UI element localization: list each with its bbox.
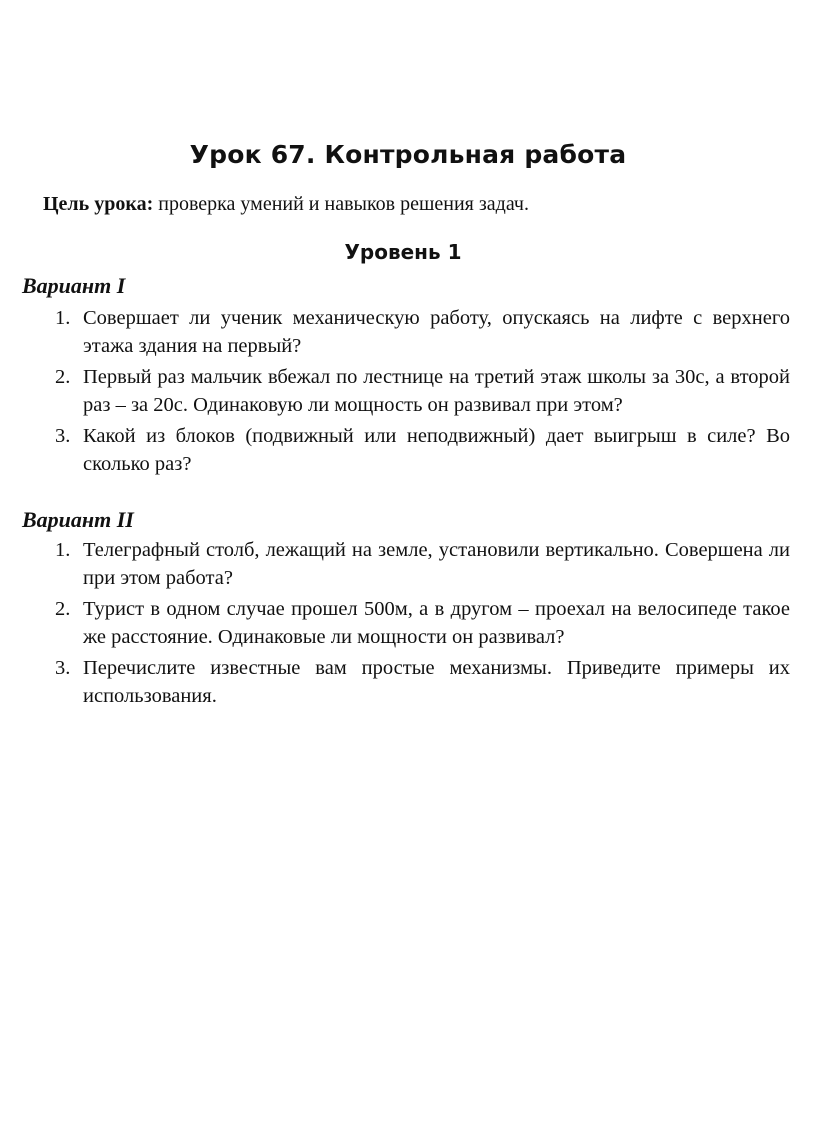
question-text: Какой из блоков (подвижный или неподвижный) дает выигрыш в силе? Во сколько раз? <box>83 425 790 475</box>
question-text: Первый раз мальчик вбежал по лестнице на третий этаж школы за 30с, а второй раз – за 20с. Одинаковую ли мощность он развивал при этом? <box>83 366 790 416</box>
lesson-goal <box>43 193 529 216</box>
question-number: 3. <box>55 425 71 447</box>
question-item <box>55 364 790 419</box>
question-text: Турист в одном случае прошел 500м, а в другом – проехал на велосипеде такое же расстояние. Одинаковые ли мощности он развивал? <box>83 598 790 648</box>
question-text: Телеграфный столб, лежащий на земле, установили вертикально. Совершена ли при этом работа? <box>83 539 790 589</box>
variant-1-questions <box>55 305 790 482</box>
variant-2-heading: Вариант II <box>22 507 134 532</box>
question-item <box>55 596 790 651</box>
lesson-title: Урок 67. Контрольная работа <box>189 140 627 169</box>
level-heading: Уровень 1 <box>344 240 462 264</box>
question-item <box>55 423 790 478</box>
question-number: 2. <box>55 366 71 388</box>
variant-1-heading: Вариант I <box>22 273 126 298</box>
question-item <box>55 305 790 360</box>
question-item <box>55 655 790 710</box>
goal-text: проверка умений и навыков решения задач. <box>153 193 529 215</box>
question-text: Перечислите известные вам простые механизмы. Приведите примеры их использования. <box>83 657 790 707</box>
question-number: 1. <box>55 307 71 329</box>
question-item <box>55 537 790 592</box>
question-number: 3. <box>55 657 71 679</box>
question-number: 1. <box>55 539 71 561</box>
variant-2-questions <box>55 537 790 714</box>
question-text: Совершает ли ученик механическую работу, опускаясь на лифте с верхнего этажа здания на первый? <box>83 307 790 357</box>
goal-label: Цель урока: <box>43 193 154 215</box>
question-number: 2. <box>55 598 71 620</box>
